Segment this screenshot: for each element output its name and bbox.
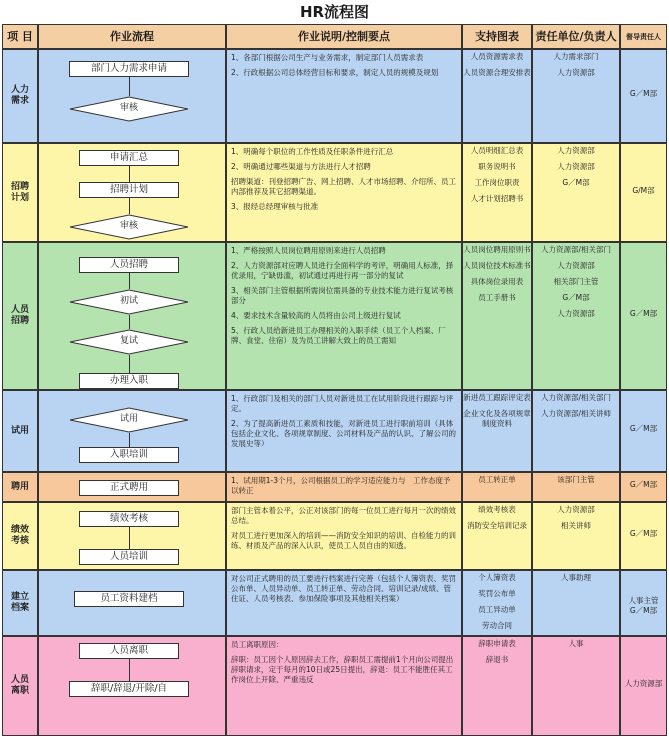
flow-cell: [38, 49, 226, 143]
description-line: 部门主管本着公平，公正对该部门的每一位员工进行每月一次的绩效总结。: [231, 506, 456, 525]
department-entry: 人力资源部/相关讲师: [540, 409, 612, 418]
department-entry: 相关讲师: [561, 521, 591, 530]
form-entry: 人员明细汇总表: [470, 146, 524, 155]
department-cell: [532, 49, 620, 143]
form-entry: 人员资源合理安排表: [463, 68, 531, 77]
table-row: [2, 636, 667, 736]
flow-cell: [38, 502, 226, 570]
flow-table: [2, 24, 667, 724]
form-entry: 员工转正单: [478, 475, 516, 484]
leader-cell: [620, 143, 667, 242]
flow-arrow: [129, 433, 130, 447]
department-entry: 人力资源部: [557, 162, 595, 171]
description-line: 1、明确每个职位的工作性质及任职条件进行汇总: [231, 147, 394, 156]
process-box: 部门人力需求申请: [69, 61, 189, 77]
department-cell: [532, 242, 620, 390]
decision-label: 审核: [119, 103, 138, 113]
department-entry: 人力资源部/相关部门: [540, 393, 612, 402]
row-label: 试用: [2, 390, 38, 472]
form-entry: 职务说明书: [478, 162, 516, 171]
description-line: 2、为了提高新进员工素质和技能，对新进员工进行职前培训（具体包括企业文化、各项规章制度、公司材料及产品的认识、了解公司的发展史等）: [231, 419, 456, 448]
description-line: 2、明确通过哪些渠道与方法进行人才招聘: [231, 162, 371, 171]
department-entry: 人力资源部: [557, 68, 595, 77]
header-desc: 作业说明/控制要点: [226, 24, 462, 49]
row-label: 建立 档案: [2, 570, 38, 636]
table-row: [2, 49, 667, 143]
header-item: 项 目: [2, 24, 38, 49]
department-cell: [532, 143, 620, 242]
description-line: 1、严格按照人员岗位聘用原则来进行人员招聘: [231, 246, 386, 255]
department-entry: G／M部: [562, 178, 590, 187]
process-box: 正式聘用: [79, 480, 179, 496]
description-line: 对员工进行更加深入的培训——消防安全知识的培训、自检能力的训练、材质及产品的深入认识，使员工人员自由的知透。: [231, 531, 456, 550]
forms-cell: [462, 636, 532, 736]
decision-diamond: [69, 289, 189, 315]
form-entry: 工作岗位职责: [474, 178, 520, 187]
leader-entry: G／M部: [629, 89, 658, 98]
department-entry: G／M部: [562, 293, 590, 302]
description-line: 1、试用期1-3个月，公司根据员工的学习适应能力与 工作态度予以转正: [231, 476, 451, 495]
department-entry: 人力资源部: [557, 309, 595, 318]
table-row: [2, 570, 667, 636]
header-dept: 责任单位/负责人: [532, 24, 620, 49]
form-entry: 绩效考核表: [478, 505, 516, 514]
header-flow: 作业流程: [38, 24, 226, 49]
process-box: 绩效考核: [79, 511, 179, 527]
form-entry: 新进员工跟踪评定表: [463, 393, 531, 402]
department-cell: [532, 636, 620, 736]
table-row: [2, 502, 667, 570]
description-cell: [226, 143, 462, 242]
flow-cell: [38, 472, 226, 502]
description-line: 辞职：员工因个人原因辞去工作，辞职员工需提前1个月向公司提出辞职请求，定于每月的10日或25日提出，辞退：员工不能胜任其工作岗位上开除、严重违反: [231, 655, 454, 684]
flow-cell: [38, 242, 226, 390]
department-entry: 人力需求部门: [553, 52, 599, 61]
decision-diamond: [69, 407, 189, 433]
decision-label: 试用: [119, 414, 138, 424]
process-box: 申请汇总: [79, 150, 179, 166]
description-line: 员工离职原因：: [231, 640, 284, 649]
process-box: 辞职/辞退/开除/自: [69, 681, 189, 697]
leader-cell: [620, 636, 667, 736]
form-entry: 员工异动单: [478, 605, 516, 614]
forms-cell: [462, 570, 532, 636]
form-entry: 奖罚公布单: [478, 589, 516, 598]
process-box: 人员招聘: [79, 257, 179, 273]
description-line: 4、要求技术含量较高的人员将由公司上级进行复试: [231, 311, 401, 320]
row-label: 人员 离职: [2, 636, 38, 736]
form-entry: 消防安全培训记录: [467, 521, 527, 530]
leader-entry: G/M部: [632, 185, 655, 195]
flow-cell: [38, 390, 226, 472]
header-forms: 支持图表: [462, 24, 532, 49]
form-entry: 人才计划招聘书: [470, 194, 524, 203]
department-entry: 该部门主管: [557, 475, 595, 484]
row-label: 人力 需求: [2, 49, 38, 143]
row-label: 聘用: [2, 472, 38, 502]
flow-arrow: [129, 355, 130, 373]
table-row: [2, 143, 667, 242]
leader-cell: [620, 242, 667, 390]
leader-entry: G／M部: [629, 309, 658, 318]
decision-label: 复试: [119, 336, 138, 346]
form-entry: 个人簿资表: [478, 573, 516, 582]
process-box: 办理入职: [79, 373, 179, 389]
description-line: 2、行政根据公司总体经营目标和要求，制定人员的规模及规划: [231, 68, 439, 77]
description-line: 1、各部门根据公司生产与业务需求，制定部门人员需求表: [231, 53, 424, 62]
flow-arrow: [129, 272, 130, 289]
form-entry: 人员岗位聘用原则书: [463, 245, 531, 254]
description-cell: [226, 502, 462, 570]
department-entry: 人力资源部/相关部门: [540, 245, 612, 254]
form-entry: 辞职申请表: [478, 639, 516, 648]
description-cell: [226, 242, 462, 390]
decision-label: 审核: [119, 221, 138, 231]
leader-entry: G／M部: [629, 529, 658, 538]
description-cell: [226, 570, 462, 636]
forms-cell: [462, 502, 532, 570]
flow-arrow: [129, 526, 130, 549]
description-cell: [226, 472, 462, 502]
department-cell: [532, 472, 620, 502]
page-title: HR流程图: [299, 3, 370, 21]
forms-cell: [462, 143, 532, 242]
process-box: 入职培训: [79, 447, 179, 463]
description-cell: [226, 636, 462, 736]
leader-cell: [620, 472, 667, 502]
form-entry: 企业文化及各项规章制度资料: [463, 409, 531, 428]
row-label: 招聘 计划: [2, 143, 38, 242]
forms-cell: [462, 472, 532, 502]
row-label: 人员 招聘: [2, 242, 38, 390]
form-entry: 人员岗位技术标准书: [463, 261, 531, 270]
forms-cell: [462, 242, 532, 390]
leader-cell: [620, 390, 667, 472]
description-line: 5、行政人员给新进员工办理相关的入职手续（员工个人档案、厂牌、食堂、住宿）及为员工讲解大致上的员工需知: [231, 326, 446, 345]
forms-cell: [462, 390, 532, 472]
decision-diamond: [69, 96, 189, 122]
flow-arrow: [129, 315, 130, 329]
description-line: 1、行政部门及相关的部门人员对新进员工在试用阶段进行跟踪与评定。: [231, 394, 454, 413]
department-entry: 人力资源部: [557, 261, 595, 270]
department-cell: [532, 570, 620, 636]
leader-entry: 人力资源部: [624, 679, 663, 688]
description-cell: [226, 390, 462, 472]
department-entry: 人力资源部: [557, 146, 595, 155]
table-row: [2, 390, 667, 472]
description-line: 对公司正式聘用的员工要进行档案进行完善（包括个人簿资表、奖罚公布单、人员异动单、员工转正单、劳动合同、培训记录/成绩、管住证、人员考核表、参加保险事项及其他相关档案）: [231, 574, 456, 603]
flow-arrow: [129, 197, 130, 214]
row-label: 绩效 考核: [2, 502, 38, 570]
form-entry: 具体岗位录用表: [470, 277, 524, 286]
leader-entry: G／M部: [629, 480, 658, 489]
description-line: 招聘渠道：刊登招聘广告、网上招聘、人才市场招聘、介绍所、员工内部推荐及其它招聘渠道。: [231, 177, 456, 196]
forms-cell: [462, 49, 532, 143]
department-entry: 相关部门主管: [553, 277, 599, 286]
flow-arrow: [129, 658, 130, 681]
flow-cell: [38, 143, 226, 242]
description-line: 2、人力资源部对应聘人员进行全面科学的考评，明确用人标准，择优录用，宁缺毋滥，初试通过再进行再一部分的复试: [231, 261, 454, 280]
leader-cell: [620, 49, 667, 143]
leader-cell: [620, 570, 667, 636]
decision-diamond: [69, 214, 189, 240]
description-line: 3、相关部门主管根据所需岗位需具备的专业技术能力进行复试考核部分: [231, 286, 454, 305]
leader-entry: 人事主管 G／M部: [628, 596, 659, 615]
form-entry: 人员资源需求表: [470, 52, 524, 61]
table-row: [2, 472, 667, 502]
process-box: 人员培训: [79, 549, 179, 565]
process-box: 员工资料建档: [74, 591, 184, 607]
decision-label: 初试: [119, 296, 138, 306]
department-cell: [532, 390, 620, 472]
description-cell: [226, 49, 462, 143]
table-row: [2, 242, 667, 390]
leader-entry: G／M部: [629, 424, 658, 433]
header-leader: 督导责任人: [620, 24, 667, 49]
process-box: 招聘计划: [79, 182, 179, 198]
description-line: 3、报经总经理审核与批准: [231, 202, 319, 211]
leader-cell: [620, 502, 667, 570]
department-cell: [532, 502, 620, 570]
process-box: 人员离职: [79, 643, 179, 659]
form-entry: 员工手册书: [478, 293, 516, 302]
flow-cell: [38, 636, 226, 736]
flow-arrow: [129, 165, 130, 182]
department-entry: 人事助理: [561, 573, 591, 582]
flow-arrow: [129, 76, 130, 96]
form-entry: 辞退书: [485, 655, 509, 664]
department-entry: 人力资源部: [557, 505, 595, 514]
flow-cell: [38, 570, 226, 636]
form-entry: 劳动合同: [482, 621, 512, 630]
department-entry: 人事: [568, 639, 584, 648]
decision-diamond: [69, 329, 189, 355]
